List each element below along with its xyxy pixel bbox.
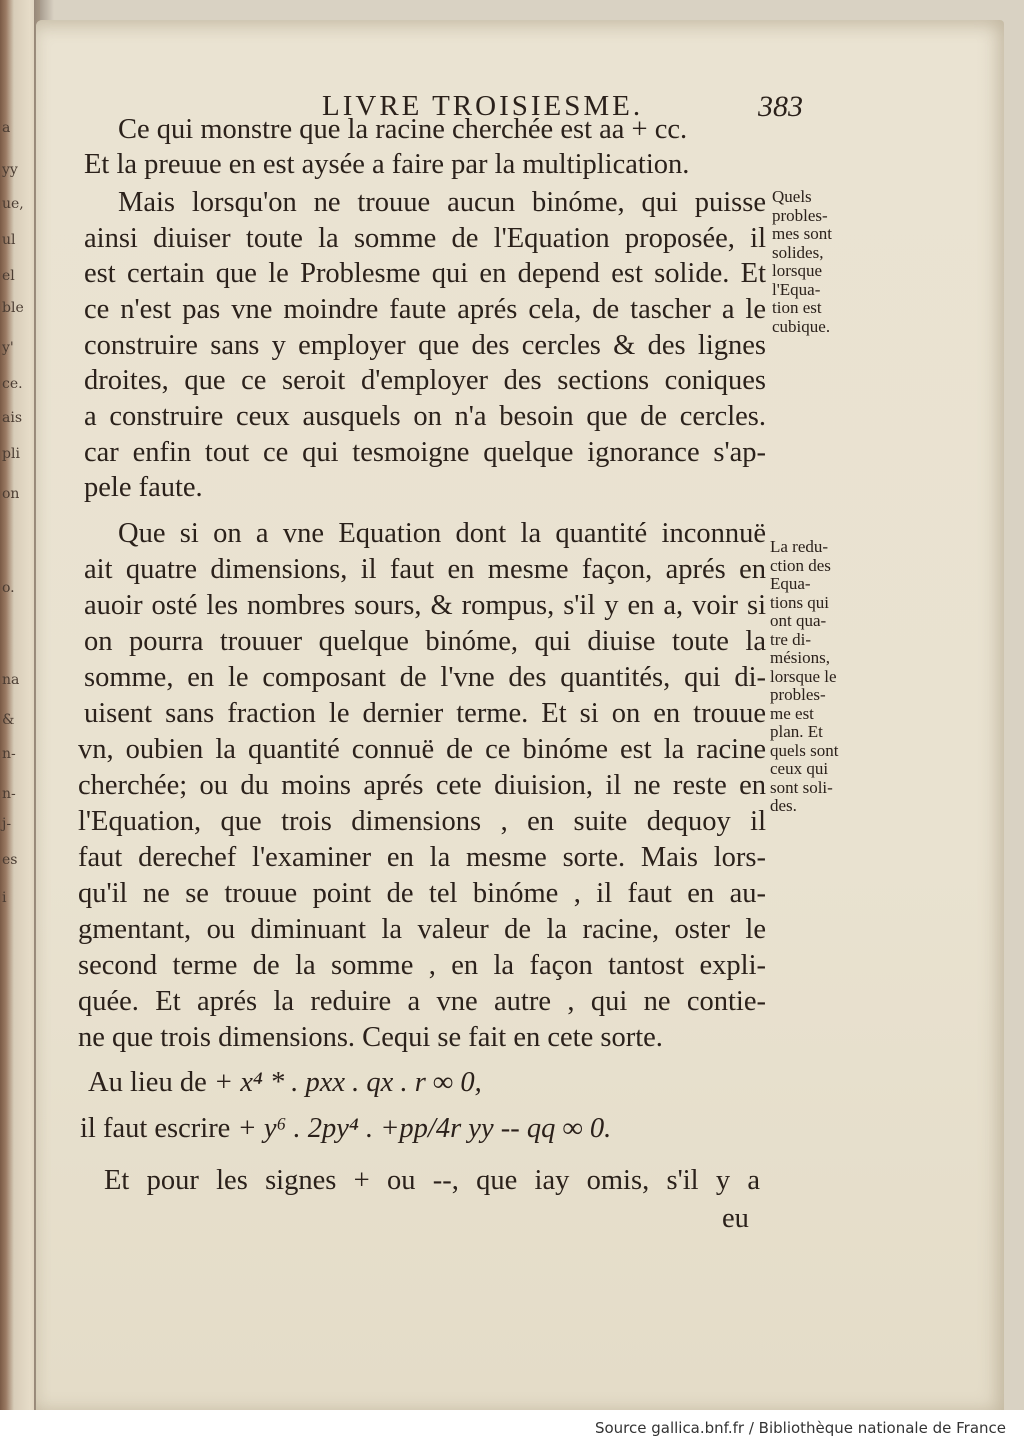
formula-line bbox=[80, 1112, 611, 1146]
body_lines-line: Ce qui monstre que la racine cherchée est aa + cc. bbox=[118, 114, 688, 145]
body_lines-line: gmentant, ou diminuant la valeur de la racine, oster le bbox=[78, 914, 766, 945]
formula-prefix: il faut escrire bbox=[80, 1113, 238, 1144]
left-page-fragment: ul bbox=[2, 232, 16, 248]
left-page-fragment: n- bbox=[2, 746, 16, 762]
margin-note-line: quels sont bbox=[770, 740, 839, 760]
left-page-fragment: i bbox=[2, 890, 7, 906]
formula-expression: + x⁴ * . pxx . qx . r ∞ 0, bbox=[213, 1067, 482, 1098]
margin-note-line: Equa- bbox=[770, 574, 811, 593]
left-page-fragment: n- bbox=[2, 786, 16, 802]
margin-note-line: me est bbox=[770, 703, 814, 723]
left-page-fragment: ais bbox=[2, 410, 23, 426]
body_lines-line: Que si on a vne Equation dont la quantité inconnuë bbox=[118, 518, 766, 549]
margin-note-reduction bbox=[770, 538, 838, 816]
left-page-fragment: a bbox=[2, 120, 11, 136]
formula-prefix: Au lieu de bbox=[88, 1067, 214, 1098]
body_lines-line: second terme de la somme , en la façon tantost expli- bbox=[78, 950, 766, 981]
source-attribution: Source gallica.bnf.fr / Bibliothèque nationale de France bbox=[594, 1419, 1006, 1437]
margin-note-line: mésions, bbox=[770, 648, 830, 667]
margin-note-line: mes sont bbox=[772, 224, 832, 243]
margin-note-line: tre di- bbox=[770, 629, 812, 649]
left-page-fragment: ble bbox=[2, 300, 24, 316]
left-page-fragment: el bbox=[2, 268, 15, 284]
margin-note-line: ont qua- bbox=[770, 611, 827, 630]
margin-note-line: ction des bbox=[770, 555, 831, 575]
margin-note-line: l'Equa- bbox=[772, 279, 821, 299]
closing_lines-line: eu bbox=[722, 1203, 749, 1234]
body_lines-line: car enfin tout ce qui tesmoigne quelque ignorance s'ap- bbox=[84, 437, 766, 468]
running-head: LIVRE TROISIESME. bbox=[322, 90, 644, 122]
margin-note-line: La redu- bbox=[770, 537, 829, 556]
body_lines-line: construire sans y employer que des cercles & des lignes bbox=[84, 330, 766, 361]
body_lines-line: Mais lorsqu'on ne trouue aucun binóme, qui puisse bbox=[118, 187, 766, 218]
margin-note-line: ceux qui bbox=[770, 759, 829, 778]
body_lines-line: qu'il ne se trouue point de tel binóme , il faut en au- bbox=[78, 878, 766, 909]
body_lines-line: uisent sans fraction le dernier terme. Et si on en trouue bbox=[84, 698, 766, 729]
body_lines-line: droites, que ce seroit d'employer des sections coniques bbox=[84, 365, 766, 396]
margin-note-line: probles- bbox=[772, 205, 828, 225]
left-page-fragment: na bbox=[2, 672, 20, 688]
margin-note-line: probles- bbox=[770, 685, 826, 704]
margin-note-line: cubique. bbox=[772, 316, 831, 336]
body_lines-line: l'Equation, que trois dimensions , en suite dequoy il bbox=[78, 806, 766, 837]
closing_lines-line: Et pour les signes + ou --, que iay omis, s'il y a bbox=[104, 1165, 760, 1196]
margin-note-line: solides, bbox=[772, 242, 824, 262]
left-page-fragment: ce. bbox=[2, 376, 23, 392]
body_lines-line: ne que trois dimensions. Cequi se fait en cete sorte. bbox=[78, 1022, 663, 1053]
body_lines-line: pele faute. bbox=[84, 472, 203, 503]
margin-note-line: des. bbox=[770, 796, 797, 815]
body_lines-line: on pourra trouuer quelque binóme, qui diuise toute la bbox=[84, 626, 766, 657]
left-page-fragment: yy bbox=[2, 162, 18, 178]
formula-line bbox=[88, 1066, 482, 1100]
body_lines-line: auoir osté les nombres sours, & rompus, s'il y en a, voir si bbox=[84, 590, 766, 621]
margin-note-line: plan. Et bbox=[770, 722, 823, 741]
body_lines-line: faut derechef l'examiner en la mesme sorte. Mais lors- bbox=[78, 842, 766, 873]
left-page-fragment: pli bbox=[2, 446, 20, 462]
margin-note-solid-problems bbox=[772, 188, 832, 336]
body_lines-line: vn, oubien la quantité connuë de ce binóme est la racine bbox=[78, 734, 766, 765]
margin-note-line: lorsque le bbox=[770, 666, 837, 686]
body_lines-line: ainsi diuiser toute la somme de l'Equation proposée, il bbox=[84, 223, 766, 254]
body_lines-line: quée. Et aprés la reduire a vne autre , qui ne contie- bbox=[78, 986, 766, 1017]
body_lines-line: ait quatre dimensions, il faut en mesme façon, aprés en bbox=[84, 554, 766, 585]
margin-note-line: tions qui bbox=[770, 592, 830, 612]
body_lines-line: somme, en le composant de l'vne des quantités, qui di- bbox=[84, 662, 766, 693]
margin-note-line: sont soli- bbox=[770, 777, 833, 797]
page-number: 383 bbox=[758, 90, 803, 123]
margin-note-line: lorsque bbox=[772, 261, 823, 280]
left-page-fragment: on bbox=[2, 486, 20, 502]
left-page-fragment: ue, bbox=[2, 196, 24, 212]
book-page bbox=[36, 20, 1004, 1410]
body_lines-line: cherchée; ou du moins aprés cete diuision, il ne reste en bbox=[78, 770, 766, 801]
margin-note-line: Quels bbox=[772, 187, 812, 206]
left-page-fragment: j- bbox=[2, 816, 12, 832]
left-page-fragment: & bbox=[2, 712, 15, 728]
body_lines-line: Et la preuue en est aysée a faire par la multiplication. bbox=[84, 149, 690, 180]
formula-expression: + y⁶ . 2py⁴ . +pp/4r yy -- qq ∞ 0. bbox=[237, 1113, 612, 1144]
left-page-fragment: y' bbox=[2, 340, 14, 356]
body_lines-line: ce n'est pas vne moindre faute aprés cela, de tascher a le bbox=[84, 294, 766, 325]
margin-note-line: tion est bbox=[772, 298, 822, 317]
left-page-fragment: o. bbox=[2, 580, 15, 596]
body_lines-line: a construire ceux ausquels on n'a besoin que de cercles. bbox=[84, 401, 766, 432]
left-page-fragment: es bbox=[2, 852, 18, 868]
body_lines-line: est certain que le Problesme qui en depend est solide. Et bbox=[84, 258, 766, 289]
